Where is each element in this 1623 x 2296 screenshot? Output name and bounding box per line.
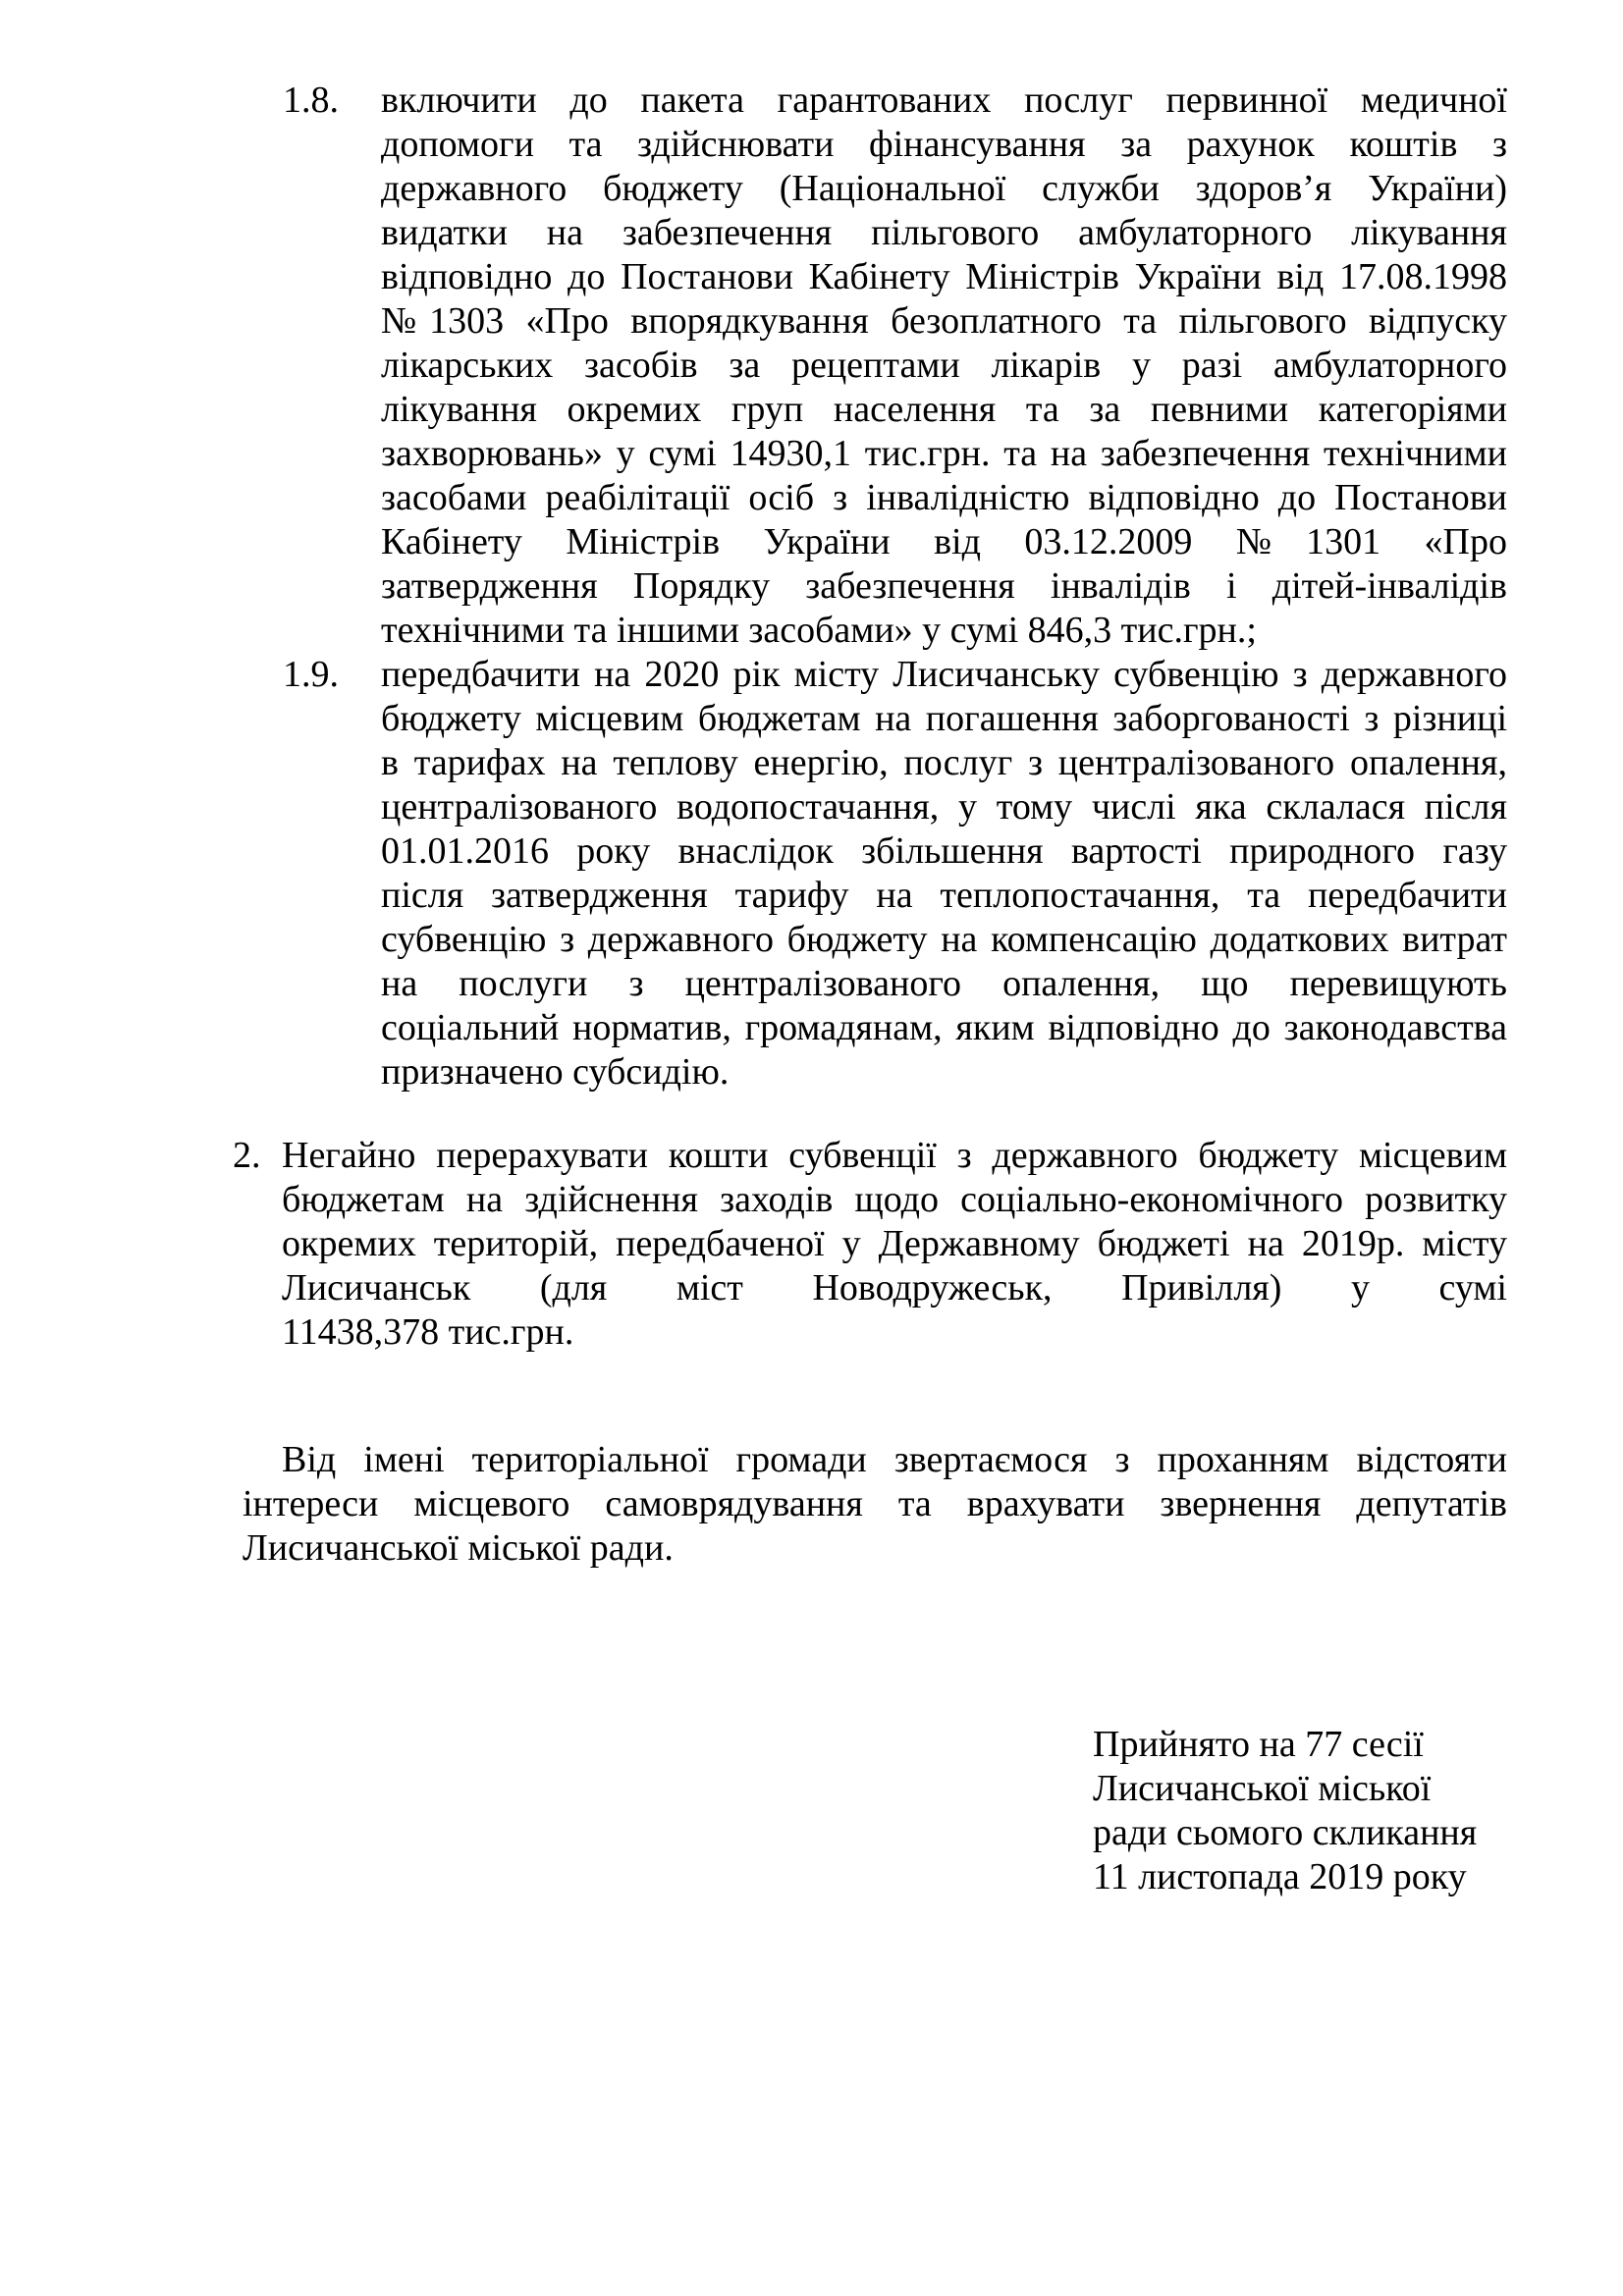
- text-line: Кабінету Міністрів України від 03.12.2009 №1301 «Про: [381, 521, 1507, 562]
- text-line: Лисичанськ (для міст Новодружеськ, Привілля) у сумі: [282, 1267, 1507, 1308]
- text-line: 11 листопада 2019 року: [1093, 1856, 1467, 1897]
- text-line: видатки на забезпечення пільгового амбулаторного лікування: [381, 212, 1507, 253]
- adoption-note: [1093, 1723, 1623, 1899]
- text-line: субвенцію з державного бюджету на компенсацію додаткових витрат: [381, 919, 1507, 960]
- text-line: лікарських засобів за рецептами лікарів у разі амбулаторного: [381, 345, 1507, 386]
- text-line: інтереси місцевого самоврядування та врахувати звернення депутатів: [243, 1483, 1507, 1524]
- text-line: №1303 «Про впорядкування безоплатного та пільгового відпуску: [381, 300, 1507, 342]
- text-line: Негайно перерахувати кошти субвенції з державного бюджету місцевим: [282, 1135, 1507, 1176]
- document-content: [0, 79, 1623, 1899]
- text-line: Прийнято на 77 сесії: [1093, 1724, 1424, 1765]
- text-line: захворювань» у сумі 14930,1 тис.грн. та на забезпечення технічними: [381, 433, 1507, 474]
- text-line: включити до пакета гарантованих послуг первинної медичної: [381, 80, 1507, 121]
- text-line: лікування окремих груп населення та за певними категоріями: [381, 389, 1507, 430]
- text-line: на послуги з централізованого опалення, що перевищують: [381, 963, 1507, 1004]
- text-line: Лисичанської міської: [1093, 1768, 1432, 1809]
- text-line: засобами реабілітації осіб з інвалідністю відповідно до Постанови: [381, 477, 1507, 518]
- text-line: Лисичанської міської ради.: [243, 1527, 674, 1569]
- text-line: державного бюджету (Національної служби здоров’я України): [381, 168, 1507, 209]
- text-line: технічними та іншими засобами» у сумі 846,3 тис.грн.;: [381, 610, 1257, 651]
- list-number-1-8: 1.8.: [283, 80, 339, 121]
- text-line: після затвердження тарифу на теплопостачання, та передбачити: [381, 875, 1507, 916]
- text-line: ради сьомого скликання: [1093, 1812, 1478, 1853]
- list-number-2: 2.: [233, 1135, 261, 1176]
- list-item-2-text: [282, 1134, 1507, 1355]
- text-line: бюджетам на здійснення заходів щодо соціально-економічного розвитку: [282, 1179, 1507, 1220]
- text-line: окремих територій, передбаченої у Державному бюджеті на 2019р. місту: [282, 1223, 1507, 1264]
- text-line: відповідно до Постанови Кабінету Міністрів України від 17.08.1998: [381, 256, 1507, 297]
- text-line: допомоги та здійснювати фінансування за рахунок коштів з: [381, 124, 1507, 165]
- text-line: 01.01.2016 року внаслідок збільшення вартості природного газу: [381, 830, 1507, 872]
- list-item-1-8: [0, 79, 1623, 653]
- text-line: 11438,378 тис.грн.: [282, 1311, 574, 1353]
- text-line: Від імені територіальної громади звертаємося з проханням відстояти: [282, 1439, 1507, 1480]
- list-number-1-9: 1.9.: [283, 654, 339, 695]
- text-line: призначено субсидію.: [381, 1051, 730, 1093]
- list-item-1-9-text: [381, 653, 1507, 1095]
- text-line: затвердження Порядку забезпечення інвалідів і дітей-інвалідів: [381, 565, 1507, 607]
- text-line: бюджету місцевим бюджетам на погашення заборгованості з різниці: [381, 698, 1507, 739]
- text-line: в тарифах на теплову енергію, послуг з централізованого опалення,: [381, 742, 1507, 783]
- list-item-2: [0, 1134, 1623, 1355]
- text-line: соціальний норматив, громадянам, яким відповідно до законодавства: [381, 1007, 1507, 1048]
- list-item-1-9: [0, 653, 1623, 1095]
- list-item-1-8-text: [381, 79, 1507, 653]
- closing-paragraph: [243, 1438, 1507, 1571]
- text-line: централізованого водопостачання, у тому числі яка склалася після: [381, 786, 1507, 828]
- text-line: передбачити на 2020 рік місту Лисичанську субвенцію з державного: [381, 654, 1507, 695]
